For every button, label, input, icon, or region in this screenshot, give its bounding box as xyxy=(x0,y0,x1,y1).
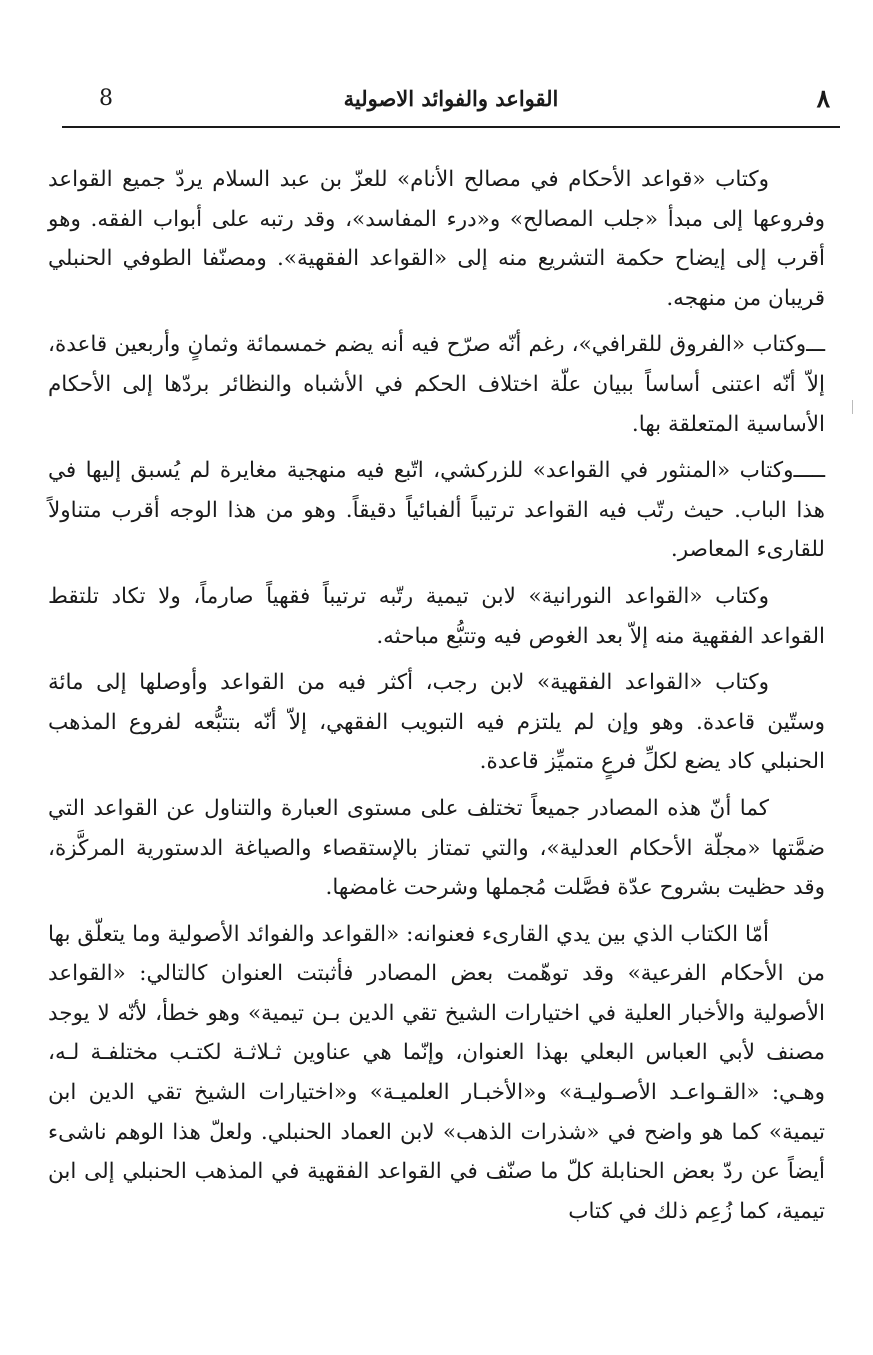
paragraph-text: وكتاب «الفروق للقرافي»، رغم أنّه صرّح فيه أنه يضم خمسمائة وثمانٍ وأربعين قاعدة، إلاّ أنّه اعتنى أساساً ببيان علّة اختلاف الحكم في الأشباه والنظائر بردّها إلى الأحكام الأساسية المتعلقة بها. xyxy=(48,332,825,437)
paragraph-text: وكتاب «القواعد النورانية» لابن تيمية رتّبه ترتيباً فقهياً صارماً، ولا تكاد تلتقط القواعد الفقهية منه إلاّ بعد الغوص فيه وتتبُّع مباحثه. xyxy=(48,583,825,649)
page-number-latin: 8 xyxy=(99,86,113,111)
page-header xyxy=(62,78,840,128)
paragraph-text: كما أنّ هذه المصادر جميعاً تختلف على مستوى العبارة والتناول عن القواعد التي ضمَّتها «مجلّة الأحكام العدلية»، والتي تمتاز بالإستقصاء والصياغة الدستورية المركَّزة، وقد حظيت بشروح عدّة فصَّلت مُجملها وشرحت غامضها. xyxy=(48,795,825,901)
paragraph-ibn-rajab xyxy=(48,663,825,782)
paragraph-qawaid-al-ahkam xyxy=(48,160,825,318)
paragraph-al-nuraniyya xyxy=(48,577,825,656)
paragraph-text: وكتاب «القواعد الفقهية» لابن رجب، أكثر فيه من القواعد وأوصلها إلى مائة وستّين قاعدة. وهو وإن لم يلتزم فيه التبويب الفقهي، إلاّ أنّه بتتبُّعه لفروع المذهب الحنبلي كاد يضع لكلِّ فرعٍ متميِّز قاعدة. xyxy=(48,670,825,775)
paragraph-text: أمّا الكتاب الذي بين يدي القارىء فعنوانه: «القواعد والفوائد الأصولية وما يتعلّق بها من الأحكام الفرعية» وقد توهّمت بعض المصادر فأثبتت العنوان كالتالي: «القواعد الأصولية والأخبار العلية في اختيارات الشيخ تقي الدين بـن تيمية» وهو خطأ، لأنّه لا يوجد مصنف لأبي العباس البعلي بهذا العنوان، وإنّما هي عناوين ثـلاثـة لكتـب مختلفـة لـه، وهـي: «القـواعـد الأصـوليـة» و«الأخبـار العلميـة» و«اختيارات الشيخ تقي الدين ابن تيمية» كما هو واضح في «شذرات الذهب» لابن العماد الحنبلي. ولعلّ هذا الوهم ناشىء أيضاً عن ردّ بعض الحنابلة كلّ ما صنّف في القواعد الفقهية في المذهب الحنبلي إلى ابن تيمية، كما زُعِم ذلك في كتاب xyxy=(48,921,825,1224)
page-number-arabic: ٨ xyxy=(816,84,830,113)
page-body xyxy=(48,160,825,1238)
paragraph-dash-lead: ـــ xyxy=(806,332,825,358)
paragraph-majalla xyxy=(48,789,825,908)
paragraph-al-furuq xyxy=(48,325,825,444)
paragraph-text: وكتاب «المنثور في القواعد» للزركشي، اتّبع فيه منهجية مغايرة لم يُسبق إليها في هذا الباب. حيث رتّب فيه القواعد ترتيباً ألفبائياً دقيقاً. وهو من هذا الوجه أقرب متناولاً للقارىء المعاصر. xyxy=(48,458,825,563)
running-title: القواعد والفوائد الاصولية xyxy=(343,86,559,111)
paragraph-dash-lead: ـــــ xyxy=(793,458,825,484)
paragraph-this-book xyxy=(48,915,825,1232)
paragraph-al-manthur xyxy=(48,451,825,570)
margin-mark xyxy=(852,400,853,414)
paragraph-text: وكتاب «قواعد الأحكام في مصالح الأنام» للعزّ بن عبد السلام يردّ جميع القواعد وفروعها إلى مبدأ «جلب المصالح» و«درء المفاسد»، وقد رتبه على أبواب الفقه. وهو أقرب إلى إيضاح حكمة التشريع منه إلى «القواعد الفقهية». ومصنّفا الطوفي الحنبلي قريبان من منهجه. xyxy=(48,167,825,311)
